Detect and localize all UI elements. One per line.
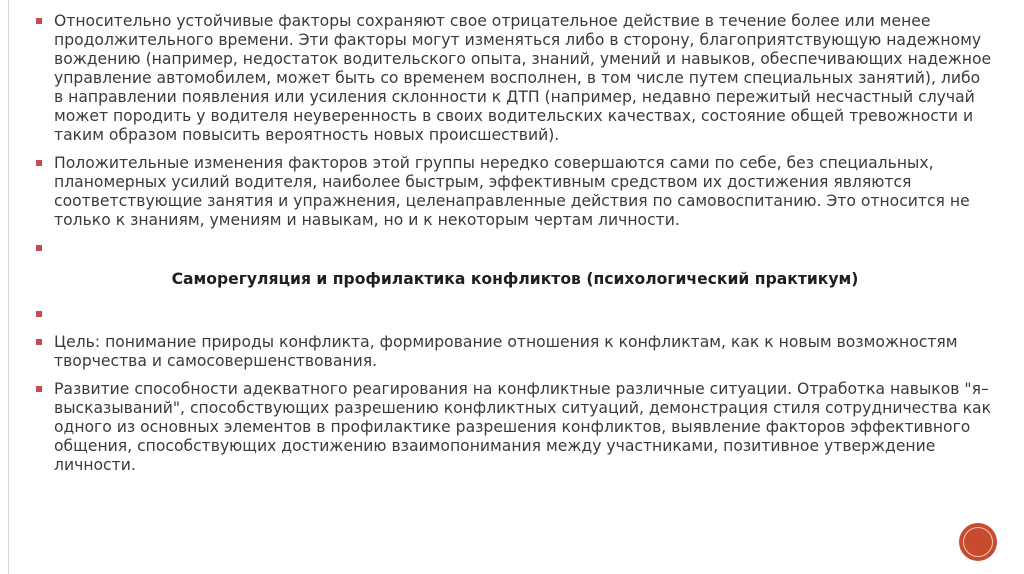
bullet-item xyxy=(36,333,994,371)
bullet-square-icon xyxy=(36,160,42,166)
bullet-empty xyxy=(36,305,994,324)
bullet-square-icon xyxy=(36,339,42,345)
nav-ring-icon xyxy=(963,527,993,557)
bullet-text: Развитие способности адекватного реагирования на конфликтные различные ситуации. Отработка навыков "я–высказываний", способствующих разрешению конфликтных ситуаций, демонстрация стиля сотрудничества как одного из основных элементов в профилактике разрешения конфликтов, выявление факторов эффективного общения, способствующих достижению взаимопонимания между участниками, позитивное утверждение личности. xyxy=(54,380,992,474)
bullet-square-icon xyxy=(36,311,42,317)
bullet-empty xyxy=(36,239,994,258)
bullet-square-icon xyxy=(36,386,42,392)
bullet-item xyxy=(36,380,994,475)
bullet-text: Положительные изменения факторов этой группы нередко совершаются сами по себе, без специальных, планомерных усилий водителя, наиболее быстрым, эффективным средством их достижения являются соответствующие занятия и упражнения, целенаправленные действия по самовоспитанию. Это относится не только к знаниям, умениям и навыкам, но и к некоторым чертам личности. xyxy=(54,154,970,229)
bullet-square-icon xyxy=(36,245,42,251)
section-heading: Саморегуляция и профилактика конфликтов (психологический практикум) xyxy=(171,270,859,288)
slide-content xyxy=(36,12,994,484)
bullet-text: Цель: понимание природы конфликта, формирование отношения к конфликтам, как к новым возможностям творчества и самосовершенствования. xyxy=(54,333,958,370)
bullet-item xyxy=(36,12,994,145)
bullet-text: Относительно устойчивые факторы сохраняют свое отрицательное действие в течение более или менее продолжительного времени. Эти факторы могут изменяться либо в сторону, благоприятствующую надежному вождению (например, недостаток водительского опыта, знаний, умений и навыков, обеспечивающих надежное управление автомобилем, может быть со временем восполнен, в том числе путем специальных занятий), либо в направлении появления или усиления склонности к ДТП (например, недавно пережитый несчастный случай может породить у водителя неуверенность в своих водительских качествах, состояние общей тревожности и таким образом повысить вероятность новых происшествий). xyxy=(54,12,992,144)
slide-nav-button[interactable] xyxy=(959,523,997,561)
left-border-line xyxy=(8,0,9,574)
bullet-item xyxy=(36,154,994,230)
bullet-square-icon xyxy=(36,18,42,24)
